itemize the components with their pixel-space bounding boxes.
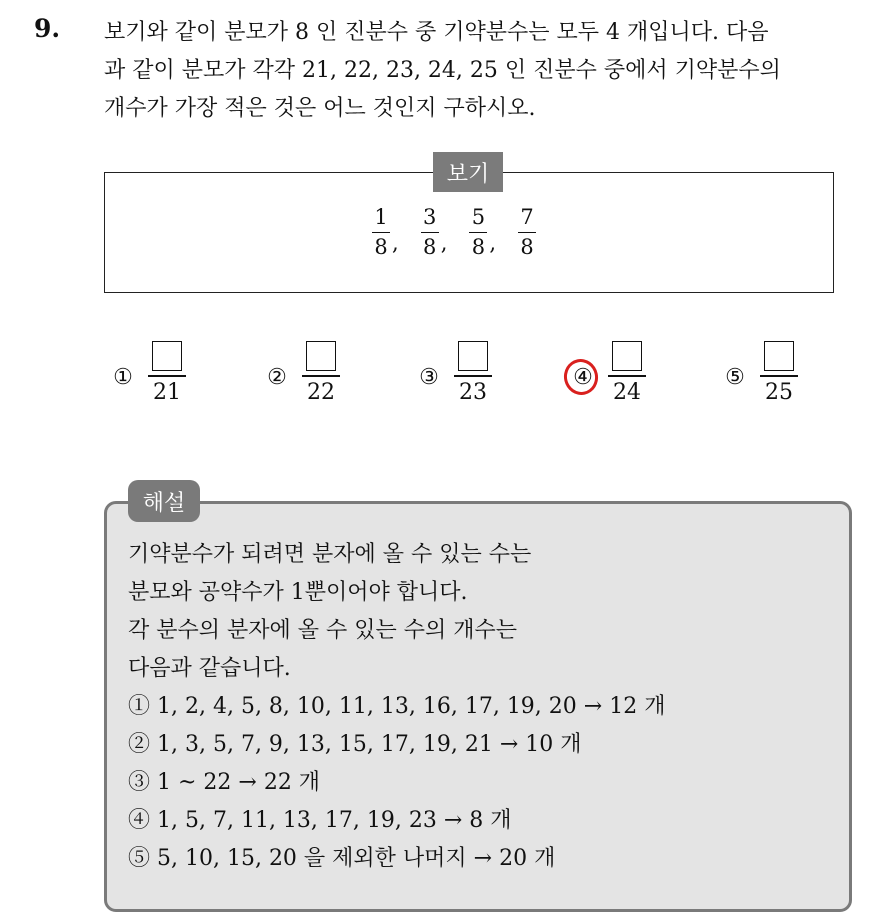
choice-mark: ② xyxy=(267,365,287,390)
fraction-bar xyxy=(760,375,798,377)
fraction-bar xyxy=(372,232,390,233)
solution-line: 기약분수가 되려면 분자에 올 수 있는 수는 xyxy=(128,542,532,567)
separator: , xyxy=(392,231,399,255)
question-line: 과 같이 분모가 각각 21, 22, 23, 24, 25 인 진분수 중에서 기약분수의 xyxy=(104,58,781,83)
example-fraction xyxy=(469,205,496,259)
example-fractions xyxy=(372,205,560,265)
choice-mark: ③ xyxy=(419,365,439,390)
example-title: 보기 xyxy=(433,152,503,192)
question-text xyxy=(104,14,874,128)
solution-line: 분모와 공약수가 1뿐이어야 합니다. xyxy=(128,580,468,605)
example-fraction xyxy=(518,205,538,259)
separator: , xyxy=(489,231,497,255)
denominator: 8 xyxy=(423,235,437,260)
fraction-bar xyxy=(421,232,439,233)
solution-line: 각 분수의 분자에 올 수 있는 수의 개수는 xyxy=(128,618,517,643)
blank-box xyxy=(152,341,182,371)
numerator: 5 xyxy=(471,205,486,229)
choice-mark xyxy=(570,365,596,390)
fraction-bar xyxy=(518,232,536,233)
denominator: 22 xyxy=(307,379,335,405)
question-number: 9. xyxy=(34,14,61,43)
numerator: 7 xyxy=(520,205,534,229)
blank-box xyxy=(458,341,488,371)
solution-line: ⑤ 5, 10, 15, 20 을 제외한 나머지 → 20 개 xyxy=(128,846,556,871)
denominator: 8 xyxy=(520,235,534,260)
solution-line: ④ 1, 5, 7, 11, 13, 17, 19, 23 → 8 개 xyxy=(128,808,512,833)
choice-fraction xyxy=(454,341,492,407)
numerator: 3 xyxy=(423,205,437,229)
choice-mark: ① xyxy=(113,365,133,390)
solution-line: ① 1, 2, 4, 5, 8, 10, 11, 13, 16, 17, 19, 20 → 12 개 xyxy=(128,694,666,719)
solution-title: 해설 xyxy=(128,480,200,522)
question-line: 보기와 같이 분모가 8 인 진분수 중 기약분수는 모두 4 개입니다. 다음 xyxy=(104,20,769,45)
fraction-bar xyxy=(302,375,340,377)
question-line: 개수가 가장 적은 것은 어느 것인지 구하시오. xyxy=(104,96,536,121)
choice-fraction xyxy=(302,341,340,407)
fraction-bar xyxy=(454,375,492,377)
denominator: 8 xyxy=(471,235,486,260)
choice-5[interactable] xyxy=(722,341,798,407)
solution-line: ③ 1 ~ 22 → 22 개 xyxy=(128,770,321,795)
solution-text xyxy=(128,536,838,878)
denominator: 24 xyxy=(613,379,641,405)
choice-fraction xyxy=(148,341,186,407)
denominator: 25 xyxy=(765,379,793,405)
fraction-bar xyxy=(148,375,186,377)
choice-4[interactable] xyxy=(570,341,646,407)
choice-1[interactable] xyxy=(110,341,186,407)
choice-2[interactable] xyxy=(264,341,340,407)
solution-line: ② 1, 3, 5, 7, 9, 13, 15, 17, 19, 21 → 10 개 xyxy=(128,732,582,757)
blank-box xyxy=(764,341,794,371)
denominator: 23 xyxy=(459,379,487,405)
choice-mark: ⑤ xyxy=(725,365,745,390)
choice-fraction xyxy=(608,341,646,407)
denominator: 8 xyxy=(374,235,388,260)
solution-line: 다음과 같습니다. xyxy=(128,656,291,681)
choice-3[interactable] xyxy=(416,341,492,407)
example-fraction xyxy=(421,205,448,259)
fraction-bar xyxy=(608,375,646,377)
answer-circle-icon xyxy=(561,356,602,398)
choice-fraction xyxy=(760,341,798,407)
fraction-bar xyxy=(469,232,487,233)
separator: , xyxy=(440,231,448,255)
blank-box xyxy=(612,341,642,371)
numerator: 1 xyxy=(374,205,388,229)
choice-mark-text: ④ xyxy=(573,365,593,390)
blank-box xyxy=(306,341,336,371)
denominator: 21 xyxy=(153,379,181,405)
example-fraction xyxy=(372,205,399,259)
